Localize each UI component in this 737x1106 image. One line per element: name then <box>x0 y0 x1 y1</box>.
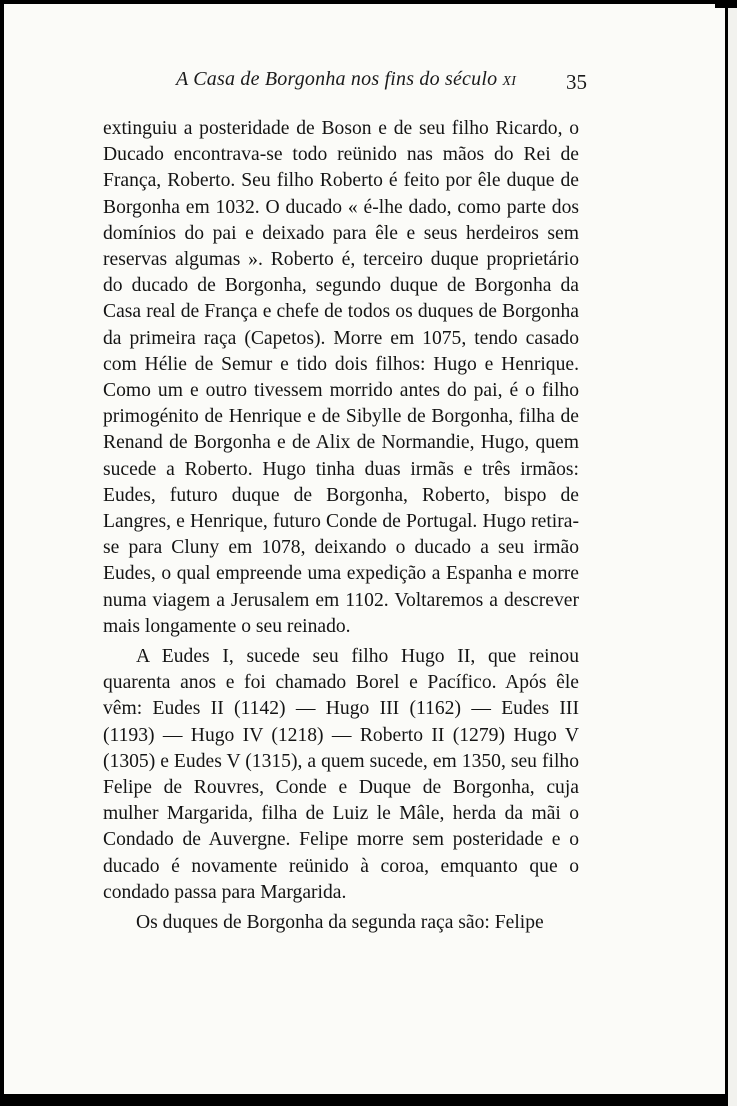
running-title-text: A Casa de Borgonha nos fins do século <box>176 68 498 90</box>
running-title-numeral: XI <box>502 74 517 89</box>
page-header <box>102 68 587 98</box>
paragraph: A Eudes I, sucede seu filho Hugo II, que reinou quarenta anos e foi chamado Borel e Pacífico. Após êle vêm: Eudes II (1142) — Hugo III (1162) — Eudes III (1193) — Hugo IV (1218) — Roberto II (1279) Hugo V (1305) e Eudes V (1315), a quem sucede, em 1350, seu filho Felipe de Rouvres, Conde e Duque de Borgonha, cuja mulher Margarida, filha de Luiz le Mâle, herda da mãi o Condado de Auvergne. Felipe morre sem posteridade e o ducado é novamente reünido à coroa, emquanto que o condado passa para Margarida. <box>103 646 579 903</box>
body-text <box>103 116 579 936</box>
book-page <box>4 4 725 1094</box>
scan-corner <box>715 0 737 8</box>
paragraph: Os duques de Borgonha da segunda raça são: Felipe <box>136 912 544 934</box>
page-edge <box>728 0 737 1106</box>
running-title <box>176 68 516 91</box>
paragraph: extinguiu a posteridade de Boson e de seu filho Ricardo, o Ducado encontrava-se todo reünido nas mãos do Rei de França, Roberto. Seu filho Roberto é feito por êle duque de Borgonha em 1032. O ducado « é-lhe dado, como parte dos domínios do pai e deixado para êle e seus herdeiros sem reservas algumas ». Roberto é, terceiro duque proprietário do ducado de Borgonha, segundo duque de Borgonha da Casa real de França e chefe de todos os duques de Borgonha da primeira raça (Capetos). Morre em 1075, tendo casado com Hélie de Semur e tido dois filhos: Hugo e Henrique. Como um e outro tivessem morrido antes do pai, é o filho primogénito de Henrique e de Sibylle de Borgonha, filha de Renand de Borgonha e de Alix de Normandie, Hugo, quem sucede a Roberto. Hugo tinha duas irmãs e três irmãos: Eudes, futuro duque de Borgonha, Roberto, bispo de Langres, e Henrique, futuro Conde de Portugal. Hugo retira-se para Cluny em 1078, deixando o ducado a seu irmão Eudes, o qual empreende uma expedição a Espanha e morre numa viagem a Jerusalem em 1102. Voltaremos a descrever mais longamente o seu reinado. <box>103 118 579 637</box>
page-number: 35 <box>566 70 587 94</box>
